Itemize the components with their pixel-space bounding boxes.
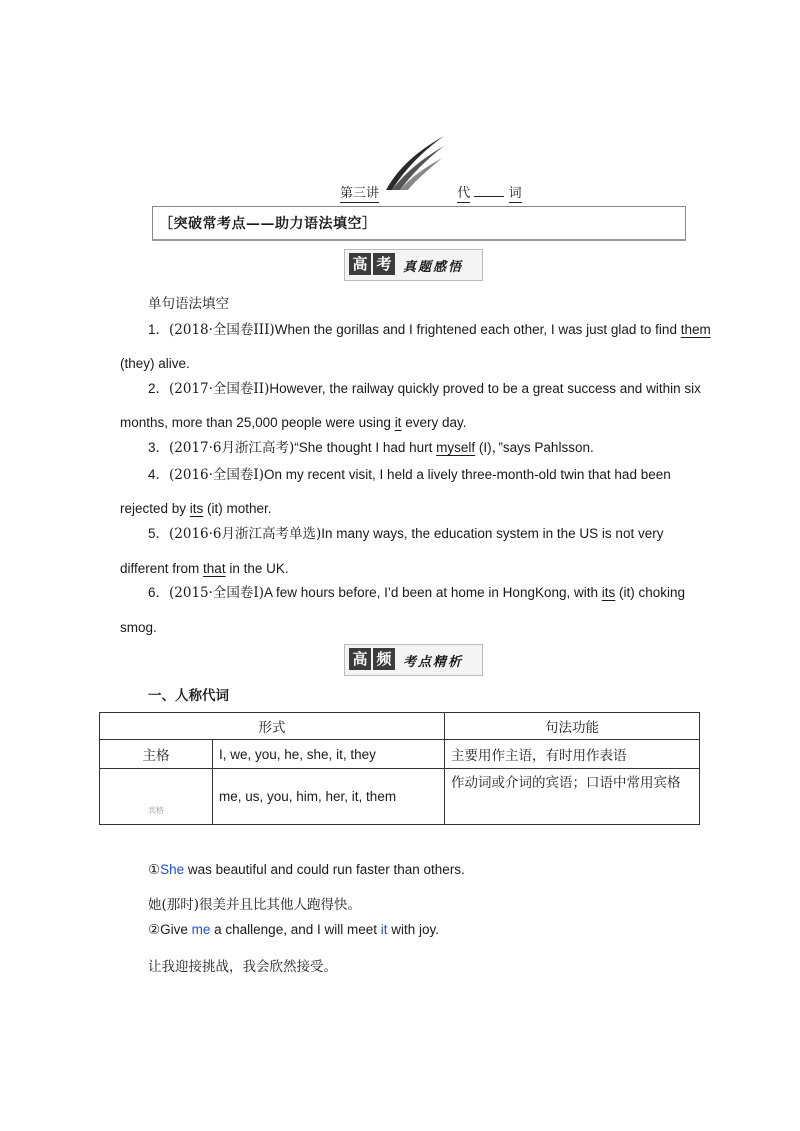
example-highlight: it: [380, 922, 388, 937]
item-text: When the gorillas and I frightened each other, I was just glad to find: [274, 322, 681, 337]
item-text: different from: [120, 561, 204, 576]
item-text: smog.: [120, 620, 157, 635]
example-highlight: me: [191, 922, 211, 937]
item-source: (2016·6月浙江高考单选): [169, 526, 322, 542]
item-source: (2017·6月浙江高考): [169, 440, 295, 456]
item-text: On my recent visit, I held a lively three-month-old twin that had been: [264, 467, 671, 482]
item-number: 2．: [148, 381, 170, 396]
title-prefix: 第三讲: [340, 182, 379, 203]
example-2: [148, 920, 439, 940]
exercise-item-2: [148, 379, 701, 399]
item-text: However, the railway quickly proved to be a great success and within six: [269, 381, 701, 396]
table-row: [100, 769, 700, 825]
section-heading-personal-pronouns: 一、人称代词: [148, 688, 229, 704]
exercise-item-2-cont: [120, 413, 466, 433]
item-text: (I)，”says Pahlsson.: [475, 440, 594, 455]
item-answer: its: [189, 501, 204, 516]
exercise-item-4: [148, 465, 671, 485]
table-header-form: 形式: [100, 713, 445, 740]
item-number: 4．: [148, 467, 170, 482]
exercise-item-6-cont: [120, 618, 157, 638]
table-row: [100, 740, 700, 769]
example-text: a challenge, and I will meet: [210, 922, 381, 937]
example-2-translation: 让我迎接挑战，我会欣然接受。: [148, 959, 337, 975]
exercise-section-label: 单句语法填空: [148, 296, 229, 312]
table-header-row: [100, 713, 700, 740]
item-answer: that: [203, 561, 226, 576]
item-text: in the UK.: [225, 561, 289, 576]
item-text: “She thought I had hurt: [294, 440, 437, 455]
badge-caption: 真题感悟: [403, 260, 464, 275]
title-char-2: 词: [509, 182, 522, 203]
badge-caption: 考点精析: [403, 655, 464, 670]
badge-big-char-2: 频: [373, 648, 395, 670]
table-cell-forms: I, we, you, he, she, it, they: [213, 740, 445, 769]
exercise-item-5-cont: [120, 559, 289, 579]
title-blank: [474, 196, 504, 197]
exercise-item-1-cont: [120, 354, 190, 374]
example-marker: ①: [148, 862, 161, 877]
example-marker: ②: [148, 922, 161, 937]
lecture-title: [340, 182, 522, 203]
exercise-item-1: [148, 320, 711, 340]
item-number: 5．: [148, 526, 170, 541]
exercise-item-6: [148, 583, 685, 603]
badge-big-char-1: 高: [349, 648, 371, 670]
example-highlight: She: [160, 862, 185, 877]
item-number: 3．: [148, 440, 170, 455]
item-answer: myself: [436, 440, 476, 455]
pronoun-table: [99, 712, 700, 825]
exam-badge: [344, 249, 483, 281]
section-banner-text: ［突破常考点——助力语法填空］: [159, 216, 377, 232]
item-text: months, more than 25,000 people were using: [120, 415, 395, 430]
badge-big-char-1: 高: [349, 253, 371, 275]
example-text: with joy.: [387, 922, 440, 937]
title-char-1: 代: [457, 182, 470, 203]
exercise-item-3: [148, 438, 594, 458]
item-source: (2017·全国卷II): [169, 381, 270, 397]
table-cell-label: 主格: [100, 740, 213, 769]
item-text: (it) choking: [615, 585, 686, 600]
table-cell-function: 作动词或介词的宾语；口语中常用宾格: [445, 769, 700, 825]
item-answer: it: [394, 415, 402, 430]
table-header-function: 句法功能: [445, 713, 700, 740]
example-text: Give: [160, 922, 192, 937]
table-cell-function: 主要用作主语，有时用作表语: [445, 740, 700, 769]
item-answer: its: [601, 585, 616, 600]
item-source: (2018·全国卷III): [169, 322, 275, 338]
example-1: [148, 860, 465, 880]
item-number: 6．: [148, 585, 170, 600]
item-text: (it) mother.: [203, 501, 272, 516]
table-cell-label: 宾格: [100, 769, 213, 825]
focus-badge: [344, 644, 483, 676]
item-text: rejected by: [120, 501, 190, 516]
section-banner: [152, 206, 686, 241]
item-text: every day.: [401, 415, 467, 430]
exercise-item-5: [148, 524, 663, 544]
exercise-item-4-cont: [120, 499, 272, 519]
item-answer: them: [680, 322, 711, 337]
item-text: (they) alive.: [120, 356, 190, 371]
example-text: was beautiful and could run faster than others.: [184, 862, 465, 877]
badge-big-char-2: 考: [373, 253, 395, 275]
item-source: (2015·全国卷Ⅰ): [169, 585, 265, 601]
item-text: A few hours before, I’d been at home in HongKong, with: [264, 585, 602, 600]
item-number: 1．: [148, 322, 170, 337]
example-1-translation: 她(那时)很美并且比其他人跑得快。: [148, 897, 362, 913]
item-text: In many ways, the education system in the US is not very: [321, 526, 664, 541]
table-cell-forms: me, us, you, him, her, it, them: [213, 769, 445, 825]
item-source: (2016·全国卷Ⅰ): [169, 467, 265, 483]
